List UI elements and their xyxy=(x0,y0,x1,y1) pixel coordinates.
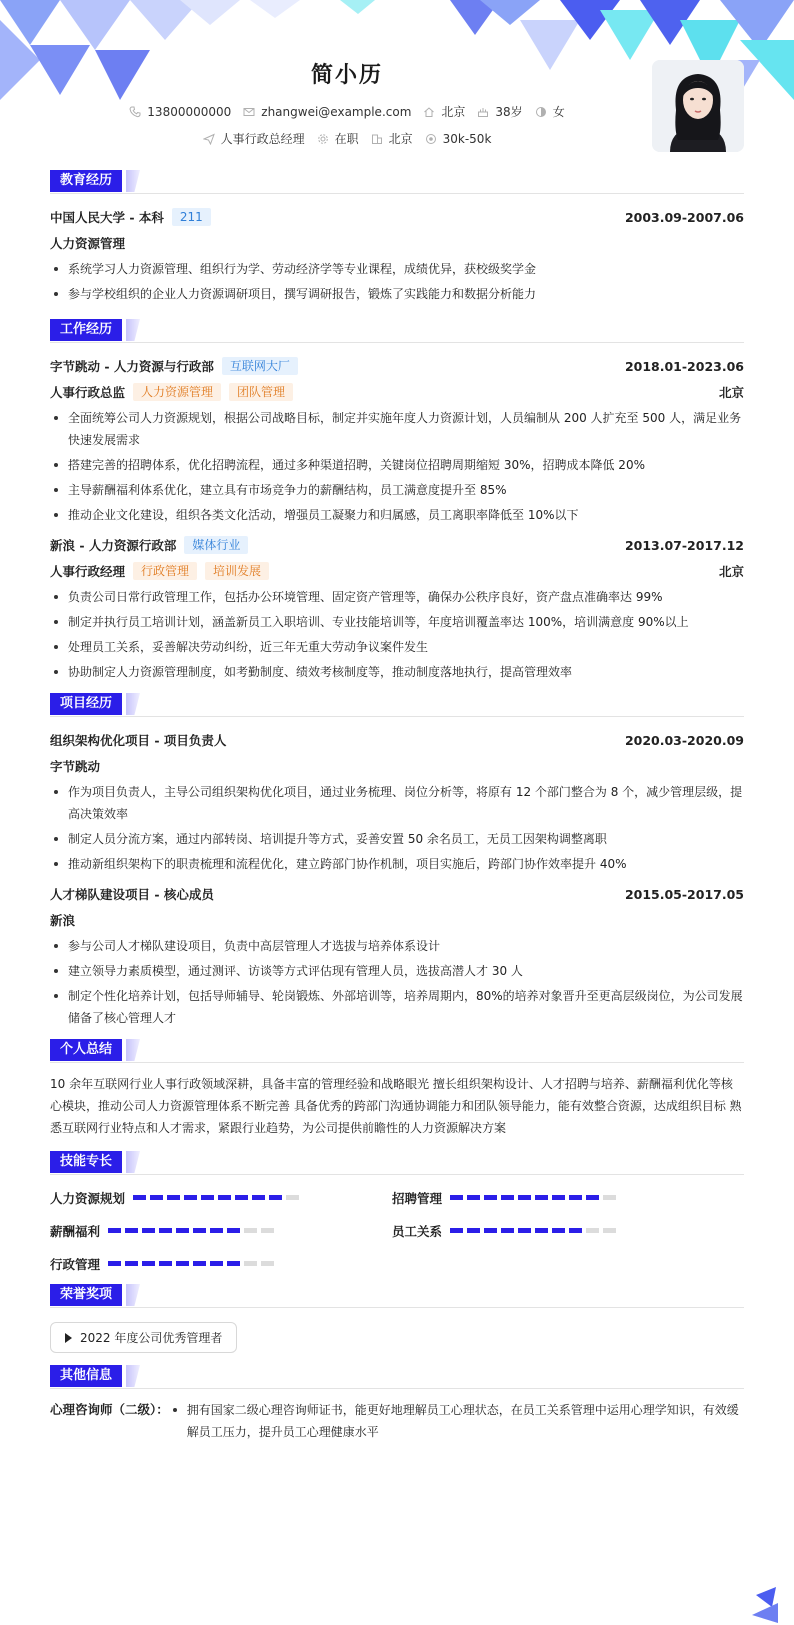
skill-level-bar xyxy=(450,1228,616,1233)
hometown-text: 北京 xyxy=(441,105,466,119)
skill-level-bar xyxy=(133,1195,299,1200)
work-date: 2013.07-2017.12 xyxy=(624,537,744,553)
skill-level-segment xyxy=(552,1195,565,1200)
coin-icon xyxy=(425,133,437,145)
list-item: 制定个性化培养计划，包括导师辅导、轮岗锻炼、外部培训等，培养周期内，80%的培养对象晋升至更高层级岗位，为公司发展储备了核心管理人才 xyxy=(50,985,744,1029)
skill-level-segment xyxy=(125,1228,138,1233)
major-name: 人力资源管理 xyxy=(50,236,126,251)
skill-level-segment xyxy=(535,1195,548,1200)
company-tag: 互联网大厂 xyxy=(222,357,298,375)
skill-level-segment xyxy=(210,1261,223,1266)
city-item xyxy=(371,130,413,147)
work-date: 2018.01-2023.06 xyxy=(624,358,744,374)
age-text: 38岁 xyxy=(495,105,523,119)
work-bullets xyxy=(50,407,744,526)
skill-level-segment xyxy=(142,1261,155,1266)
skill-level-segment xyxy=(467,1195,480,1200)
skill-level-segment xyxy=(603,1228,616,1233)
gender-icon xyxy=(535,106,547,118)
summary-text: 10 余年互联网行业人事行政领域深耕，具备丰富的管理经验和战略眼光 擅长组织架构设计、人才招聘与培养、薪酬福利优化等核心模块，推动公司人力资源管理体系不断完善 具备优秀的跨部门沟通协调能力和团队领导能力，能有效整合资源，达成组织目标 熟悉互联网行业特点和人才需求，紧跟行业趋势，为公司提供前瞻性的人力资源解决方案 xyxy=(50,1077,742,1135)
skill-level-segment xyxy=(108,1228,121,1233)
skill-level-segment xyxy=(244,1261,257,1266)
role-tag: 人力资源管理 xyxy=(133,383,221,401)
section-title: 教育经历 xyxy=(50,170,122,192)
skill-level-segment xyxy=(210,1228,223,1233)
skill-level-segment xyxy=(569,1195,582,1200)
send-icon xyxy=(203,133,215,145)
skill-level-segment xyxy=(227,1261,240,1266)
list-item: 主导薪酬福利体系优化，建立具有市场竞争力的薪酬结构，员工满意度提升至 85% xyxy=(50,479,744,501)
honors-section xyxy=(50,1284,744,1365)
skill-level-segment xyxy=(159,1228,172,1233)
project-name: 组织架构优化项目 - 项目负责人 xyxy=(50,733,227,748)
mail-icon xyxy=(243,106,255,118)
skills-section xyxy=(50,1151,744,1276)
section-header xyxy=(50,1365,744,1389)
skill-level-bar xyxy=(108,1228,274,1233)
work-location: 北京 xyxy=(718,385,744,400)
skill-level-segment xyxy=(518,1195,531,1200)
list-item: 负责公司日常行政管理工作，包括办公环境管理、固定资产管理等，确保办公秩序良好，资产盘点准确率达 99% xyxy=(50,586,744,608)
project-section xyxy=(50,693,744,1029)
project-org: 新浪 xyxy=(50,913,76,928)
salary-text: 30k-50k xyxy=(442,131,492,146)
skill-level-segment xyxy=(176,1261,189,1266)
skill-level-segment xyxy=(484,1195,497,1200)
skill-level-segment xyxy=(518,1228,531,1233)
education-bullets xyxy=(50,258,744,305)
list-item: 协助制定人力资源管理制度，如考勤制度、绩效考核制度等，推动制度落地执行，提高管理效率 xyxy=(50,661,744,683)
email-text: zhangwei@example.com xyxy=(261,104,412,119)
skill-level-segment xyxy=(218,1195,231,1200)
home-icon xyxy=(423,106,435,118)
other-bullets xyxy=(169,1399,744,1446)
skill-name: 招聘管理 xyxy=(392,1190,443,1206)
phone-icon xyxy=(129,106,141,118)
skill-level-segment xyxy=(586,1228,599,1233)
section-header xyxy=(50,1039,744,1063)
skill-level-segment xyxy=(501,1228,514,1233)
school-name: 中国人民大学 - 本科 xyxy=(50,210,164,225)
city-text: 北京 xyxy=(388,132,413,146)
skill-item xyxy=(392,1185,720,1210)
profile-photo xyxy=(652,60,744,152)
work-location: 北京 xyxy=(718,564,744,579)
skill-item xyxy=(50,1251,392,1276)
skill-level-segment xyxy=(286,1195,299,1200)
skill-level-segment xyxy=(269,1195,282,1200)
certificate-label: 心理咨询师（二级）： xyxy=(50,1402,169,1417)
skill-level-segment xyxy=(603,1195,616,1200)
section-title: 荣誉奖项 xyxy=(50,1284,122,1306)
summary-section xyxy=(50,1039,744,1139)
role-tag: 团队管理 xyxy=(229,383,293,401)
skill-level-segment xyxy=(450,1228,463,1233)
skill-name: 人力资源规划 xyxy=(50,1190,126,1206)
education-section xyxy=(50,170,744,305)
skill-level-segment xyxy=(201,1195,214,1200)
section-header xyxy=(50,319,744,343)
skill-level-segment xyxy=(176,1228,189,1233)
award-item[interactable] xyxy=(50,1322,237,1353)
work-section xyxy=(50,319,744,683)
list-item: 作为项目负责人，主导公司组织架构优化项目，通过业务梳理、岗位分析等，将原有 12 个部门整合为 8 个，减少管理层级，提高决策效率 xyxy=(50,781,744,825)
skill-level-segment xyxy=(535,1228,548,1233)
project-bullets xyxy=(50,935,744,1029)
section-title: 个人总结 xyxy=(50,1039,122,1061)
skill-level-segment xyxy=(125,1261,138,1266)
skill-level-segment xyxy=(193,1261,206,1266)
section-title: 工作经历 xyxy=(50,319,122,341)
section-header xyxy=(50,1284,744,1308)
skills-grid xyxy=(50,1185,744,1276)
job-role: 人事行政经理 xyxy=(50,564,126,579)
email-item xyxy=(243,105,411,119)
list-item: 制定人员分流方案，通过内部转岗、培训提升等方式，妥善安置 50 余名员工，无员工因架构调整离职 xyxy=(50,828,744,850)
list-item: 全面统筹公司人力资源规划，根据公司战略目标，制定并实施年度人力资源计划，人员编制从 200 人扩充至 500 人，满足业务快速发展需求 xyxy=(50,407,744,451)
list-item: 制定并执行员工培训计划，涵盖新员工入职培训、专业技能培训等，年度培训覆盖率达 100%，培训满意度 90%以上 xyxy=(50,611,744,633)
footer-decoration xyxy=(734,1575,794,1625)
phone-text: 13800000000 xyxy=(147,104,232,119)
gender-item xyxy=(535,103,565,120)
education-entry xyxy=(50,204,744,305)
project-name: 人才梯队建设项目 - 核心成员 xyxy=(50,887,214,902)
education-date: 2003.09-2007.06 xyxy=(624,209,744,225)
section-title: 其他信息 xyxy=(50,1365,122,1387)
list-item: 拥有国家二级心理咨询师证书，能更好地理解员工心理状态，在员工关系管理中运用心理学知识，有效缓解员工压力，提升员工心理健康水平 xyxy=(169,1399,744,1443)
award-text: 2022 年度公司优秀管理者 xyxy=(80,1331,223,1345)
project-date: 2020.03-2020.09 xyxy=(624,732,744,748)
skill-level-segment xyxy=(235,1195,248,1200)
project-org: 字节跳动 xyxy=(50,759,101,774)
list-item: 建立领导力素质模型，通过测评、访谈等方式评估现有管理人员，选拔高潜人才 30 人 xyxy=(50,960,744,982)
position-item xyxy=(203,130,305,147)
skill-level-segment xyxy=(552,1228,565,1233)
section-header xyxy=(50,170,744,194)
age-item xyxy=(477,103,522,120)
building-icon xyxy=(371,133,383,145)
status-item xyxy=(317,130,359,147)
skill-level-segment xyxy=(244,1228,257,1233)
skill-item xyxy=(50,1218,392,1243)
cake-icon xyxy=(477,106,489,118)
position-text: 人事行政总经理 xyxy=(220,132,305,146)
status-text: 在职 xyxy=(334,132,359,146)
skill-level-segment xyxy=(501,1195,514,1200)
skill-level-segment xyxy=(586,1195,599,1200)
gear-icon xyxy=(317,133,329,145)
skill-level-segment xyxy=(227,1228,240,1233)
skill-level-bar xyxy=(450,1195,616,1200)
skill-name: 行政管理 xyxy=(50,1256,101,1272)
other-section xyxy=(50,1365,744,1446)
skill-level-segment xyxy=(108,1261,121,1266)
candidate-name: 简小历 xyxy=(310,63,383,88)
company-name: 字节跳动 - 人力资源与行政部 xyxy=(50,359,214,374)
skill-level-segment xyxy=(193,1228,206,1233)
skill-level-segment xyxy=(467,1228,480,1233)
skill-level-segment xyxy=(159,1261,172,1266)
resume-header xyxy=(0,0,794,170)
company-tag: 媒体行业 xyxy=(184,536,248,554)
job-intent-row xyxy=(0,130,694,147)
section-title: 项目经历 xyxy=(50,693,122,715)
list-item: 参与学校组织的企业人力资源调研项目，撰写调研报告，锻炼了实践能力和数据分析能力 xyxy=(50,283,744,305)
school-tag: 211 xyxy=(172,208,211,226)
skill-item xyxy=(392,1218,720,1243)
skill-level-segment xyxy=(261,1228,274,1233)
skill-name: 员工关系 xyxy=(392,1223,443,1239)
job-role: 人事行政总监 xyxy=(50,385,126,400)
section-header xyxy=(50,693,744,717)
skill-level-segment xyxy=(167,1195,180,1200)
skill-level-segment xyxy=(450,1195,463,1200)
other-entry xyxy=(50,1399,744,1446)
skill-level-segment xyxy=(261,1261,274,1266)
section-title: 技能专长 xyxy=(50,1151,122,1173)
work-bullets xyxy=(50,586,744,683)
project-entry xyxy=(50,727,744,875)
work-entry xyxy=(50,353,744,526)
project-entry xyxy=(50,881,744,1029)
skill-level-segment xyxy=(133,1195,146,1200)
role-tag: 行政管理 xyxy=(133,562,197,580)
skill-level-segment xyxy=(484,1228,497,1233)
phone-item xyxy=(129,105,231,119)
list-item: 处理员工关系，妥善解决劳动纠纷，近三年无重大劳动争议案件发生 xyxy=(50,636,744,658)
contact-row xyxy=(0,103,694,120)
skill-level-segment xyxy=(150,1195,163,1200)
skill-name: 薪酬福利 xyxy=(50,1223,101,1239)
skill-level-bar xyxy=(108,1261,274,1266)
hometown-item xyxy=(423,103,465,120)
salary-item xyxy=(425,132,492,146)
list-item: 推动新组织架构下的职责梳理和流程优化，建立跨部门协作机制，项目实施后，跨部门协作效率提升 40% xyxy=(50,853,744,875)
skill-level-segment xyxy=(569,1228,582,1233)
skill-item xyxy=(50,1185,392,1210)
list-item: 搭建完善的招聘体系，优化招聘流程，通过多种渠道招聘，关键岗位招聘周期缩短 30%，招聘成本降低 20% xyxy=(50,454,744,476)
work-entry xyxy=(50,532,744,683)
list-item: 系统学习人力资源管理、组织行为学、劳动经济学等专业课程，成绩优异，获校级奖学金 xyxy=(50,258,744,280)
skill-level-segment xyxy=(142,1228,155,1233)
section-header xyxy=(50,1151,744,1175)
role-tag: 培训发展 xyxy=(205,562,269,580)
project-date: 2015.05-2017.05 xyxy=(624,886,744,902)
skill-level-segment xyxy=(252,1195,265,1200)
gender-text: 女 xyxy=(552,105,565,119)
list-item: 推动企业文化建设，组织各类文化活动，增强员工凝聚力和归属感，员工离职率降低至 10%以下 xyxy=(50,504,744,526)
project-bullets xyxy=(50,781,744,875)
skill-level-segment xyxy=(184,1195,197,1200)
list-item: 参与公司人才梯队建设项目，负责中高层管理人才选拔与培养体系设计 xyxy=(50,935,744,957)
company-name: 新浪 - 人力资源行政部 xyxy=(50,538,177,553)
play-icon xyxy=(65,1333,72,1343)
